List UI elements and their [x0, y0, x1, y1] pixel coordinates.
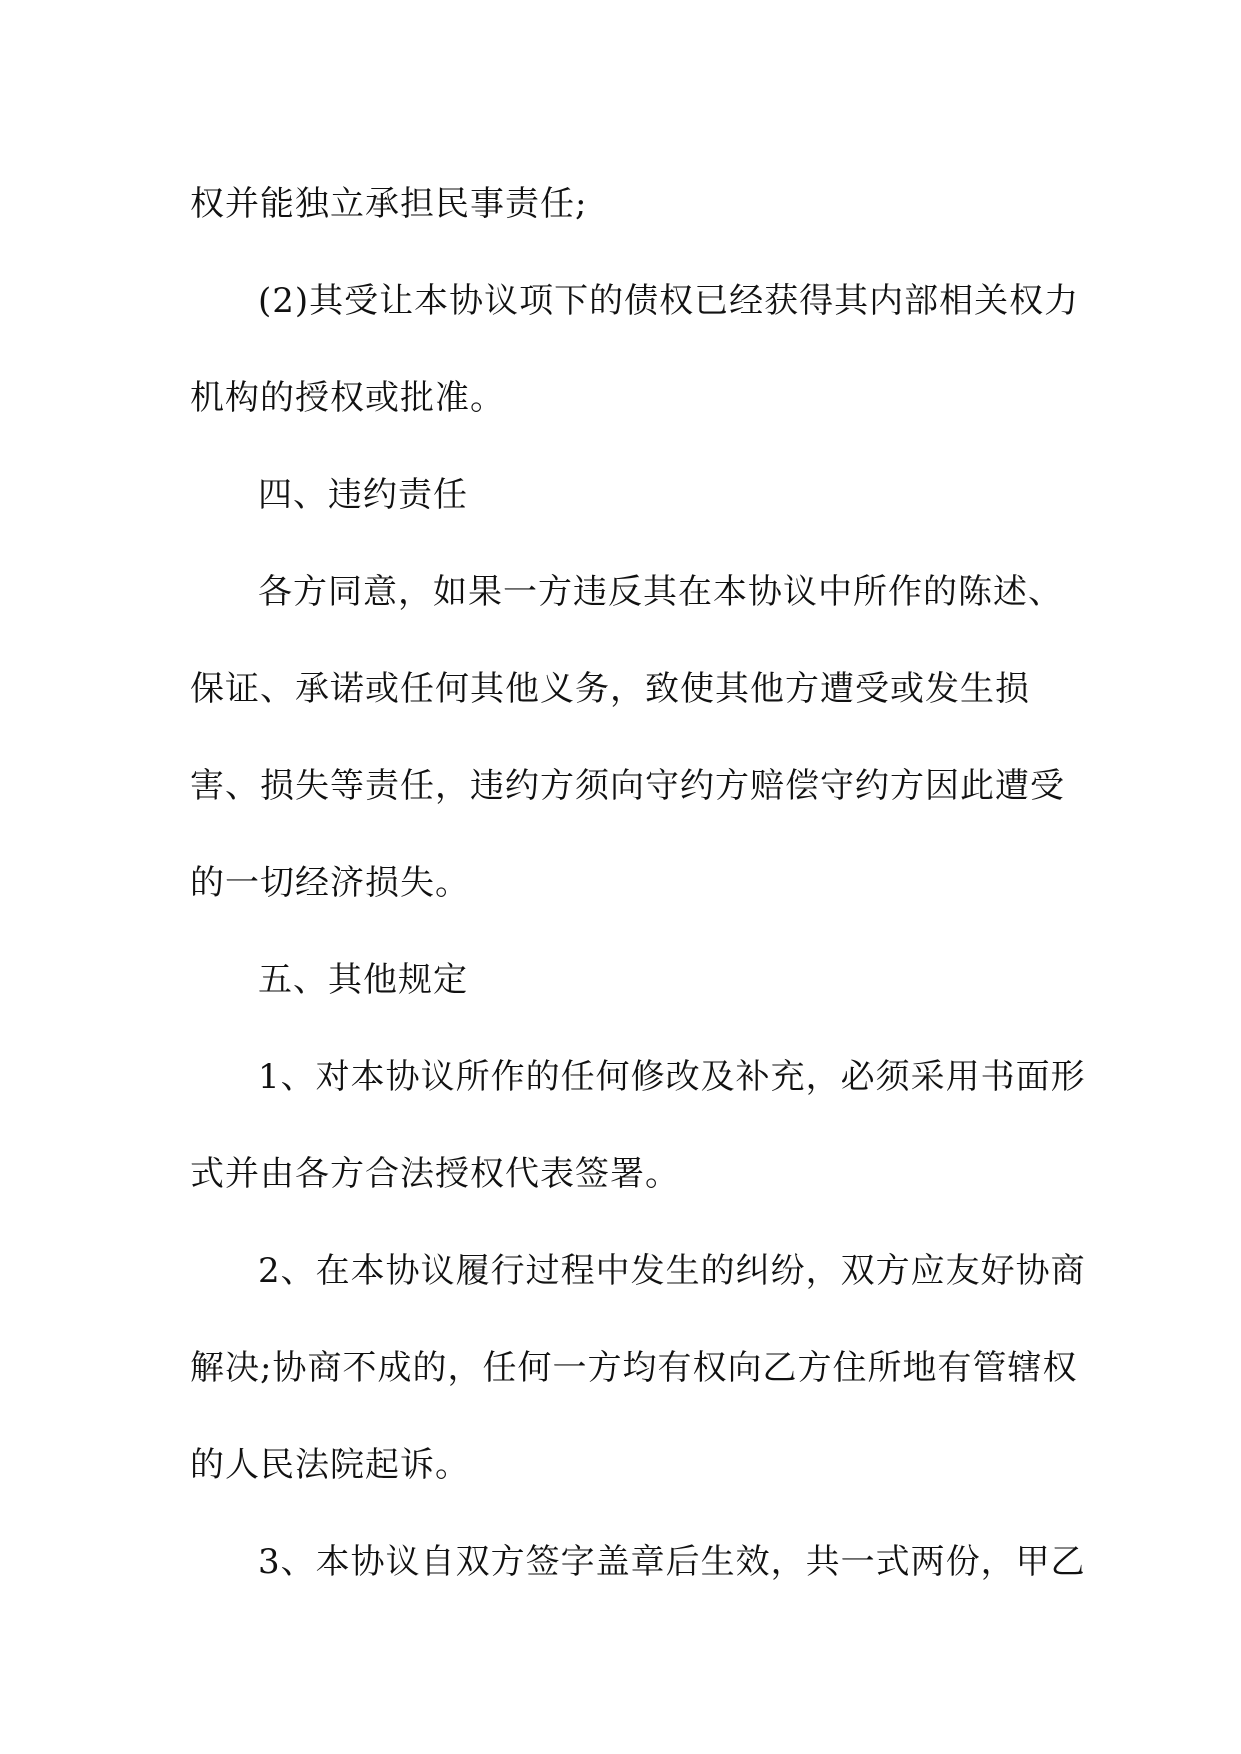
paragraph-line: 机构的授权或批准。 [190, 378, 505, 418]
paragraph-line: 解决;协商不成的，任何一方均有权向乙方住所地有管辖权 [190, 1348, 1078, 1388]
paragraph-line: 害、损失等责任，违约方须向守约方赔偿守约方因此遭受 [190, 766, 1065, 806]
paragraph-line: 权并能独立承担民事责任; [190, 184, 588, 224]
paragraph-line: 式并由各方合法授权代表签署。 [190, 1154, 680, 1194]
paragraph-line: 的人民法院起诉。 [190, 1445, 470, 1485]
paragraph-line: 保证、承诺或任何其他义务，致使其他方遭受或发生损 [190, 669, 1030, 709]
paragraph-line: 1、对本协议所作的任何修改及补充，必须采用书面形 [258, 1057, 1086, 1097]
section-heading: 五、其他规定 [258, 960, 468, 1000]
paragraph-line: 3、本协议自双方签字盖章后生效，共一式两份，甲乙 [258, 1542, 1086, 1582]
paragraph-line: 2、在本协议履行过程中发生的纠纷，双方应友好协商 [258, 1251, 1086, 1291]
document-body [190, 172, 1086, 1627]
paragraph-line: 的一切经济损失。 [190, 863, 470, 903]
section-heading: 四、违约责任 [258, 475, 468, 515]
paragraph-line: (2)其受让本协议项下的债权已经获得其内部相关权力 [258, 281, 1080, 321]
paragraph-line: 各方同意，如果一方违反其在本协议中所作的陈述、 [258, 572, 1063, 612]
